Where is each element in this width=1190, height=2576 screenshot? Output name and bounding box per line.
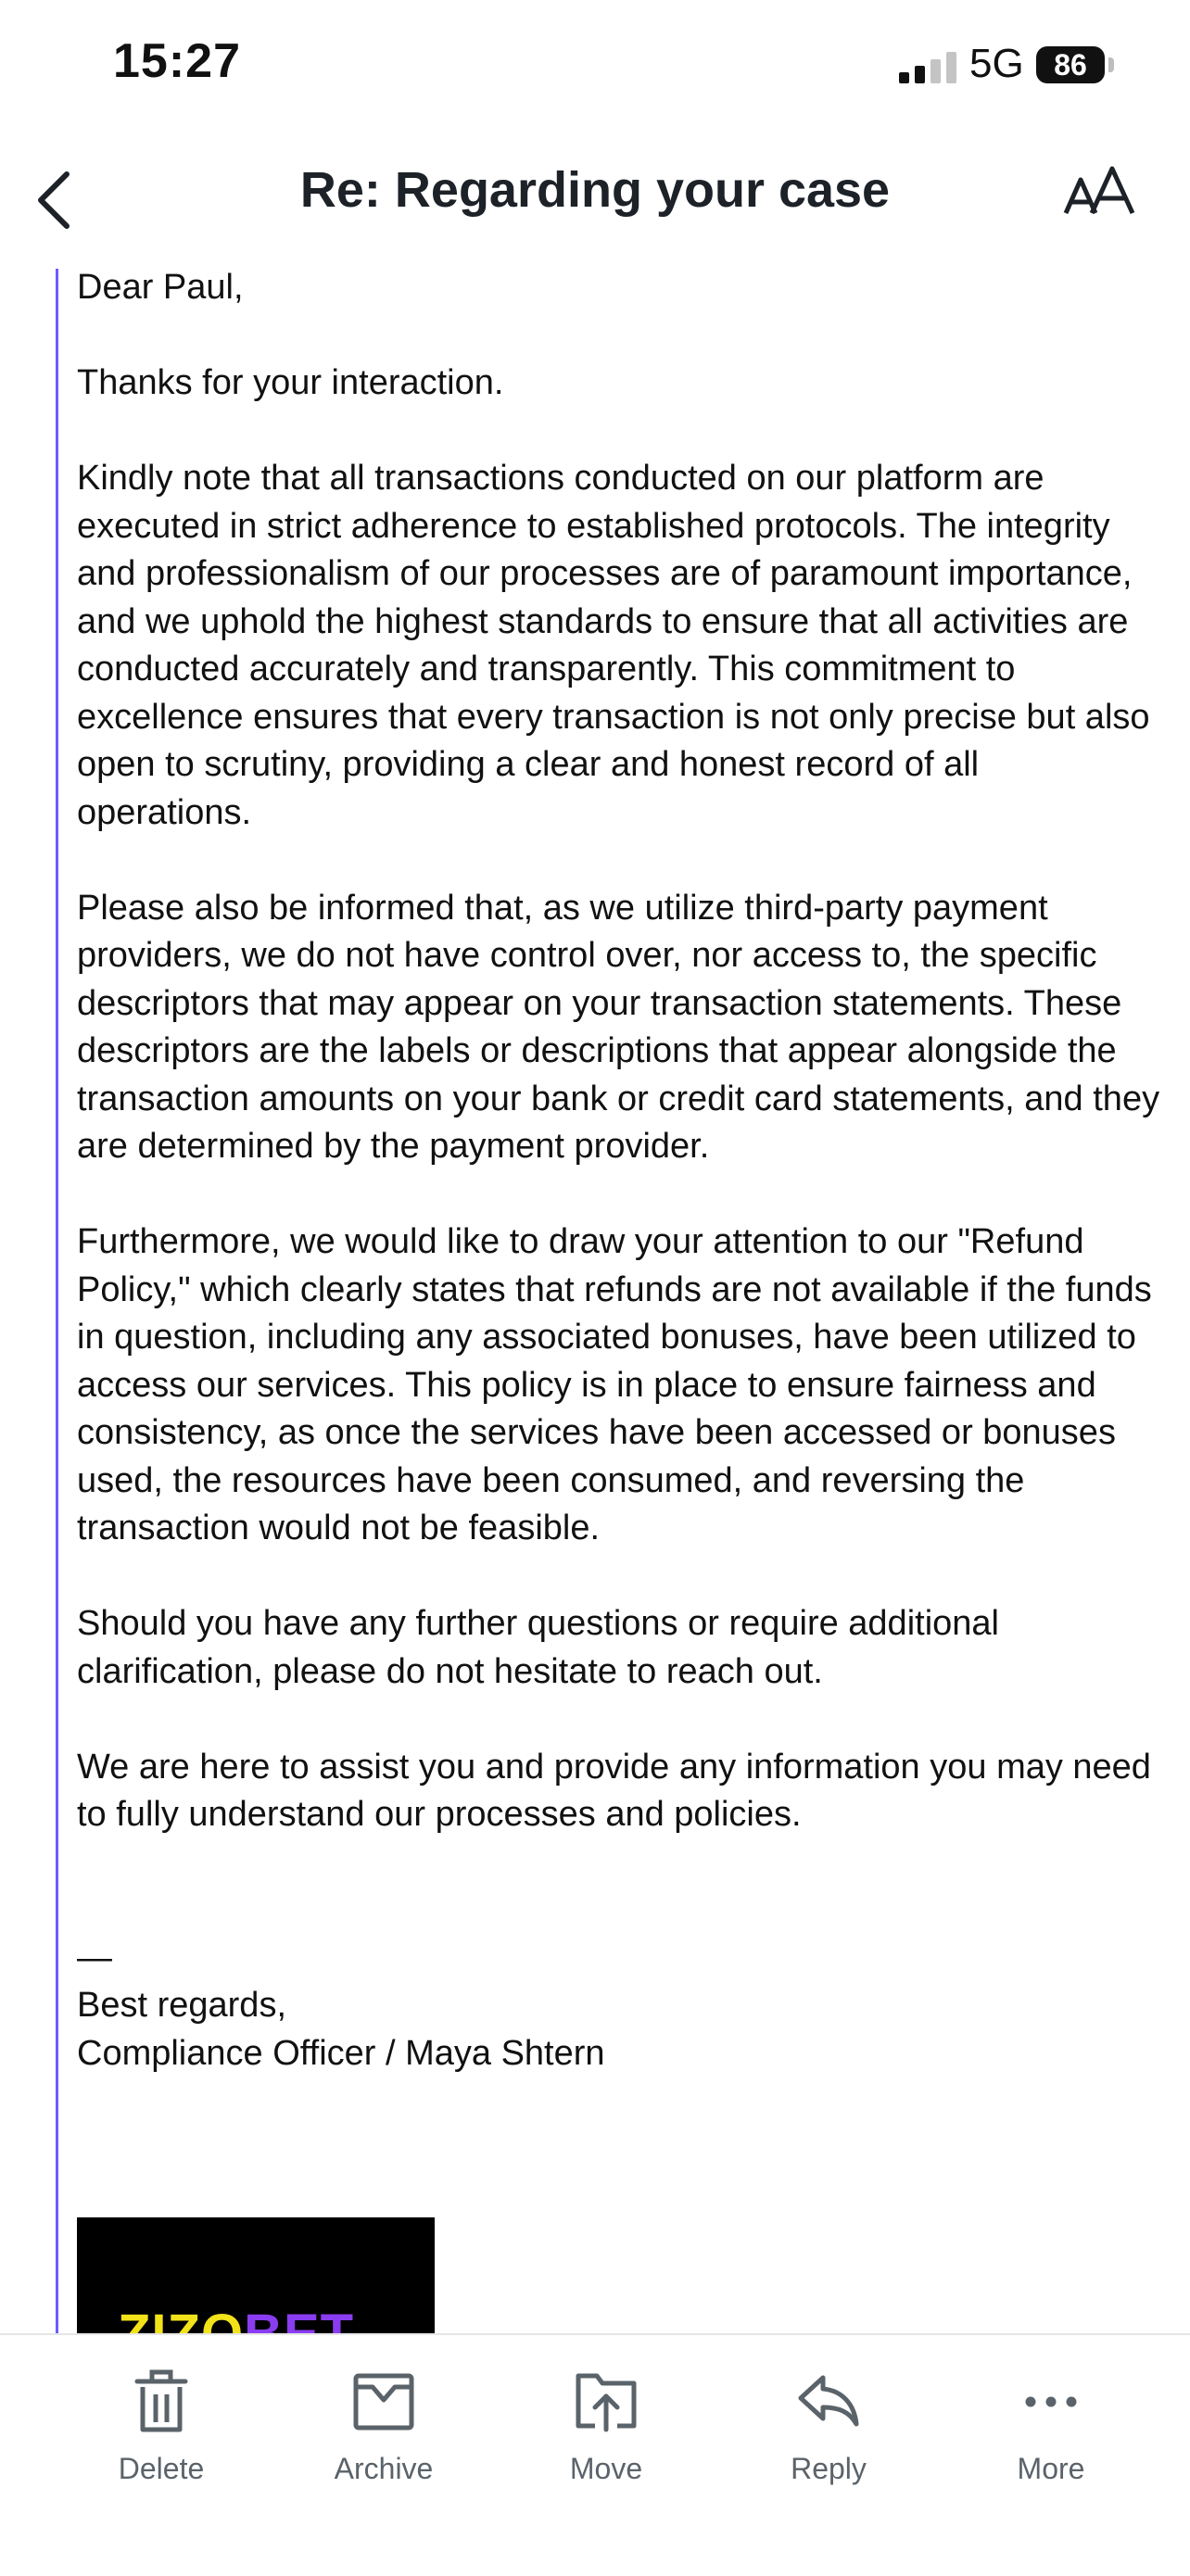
paragraph: Thanks for your interaction. (77, 363, 504, 402)
cellular-signal-icon (899, 52, 958, 83)
more-button[interactable] (968, 2368, 1134, 2486)
signature-sender: Compliance Officer / Maya Shtern (77, 2033, 605, 2073)
archive-icon (350, 2368, 417, 2435)
status-time: 15:27 (113, 34, 241, 88)
move-to-folder-icon (573, 2368, 639, 2435)
greeting: Dear Paul, (77, 268, 244, 307)
battery-icon: 86 (1036, 46, 1105, 83)
network-type: 5G (969, 41, 1024, 86)
delete-button[interactable] (78, 2368, 245, 2486)
message-text (77, 264, 1161, 2077)
chevron-left-icon (26, 158, 100, 232)
reply-button[interactable] (745, 2368, 912, 2486)
paragraph: Kindly note that all transactions conducted on our platform are executed in strict adherence to established protocols. The integrity and professionalism of our processes are of paramount importance, and we uphold the highest standards to ensure that all activities are conducted accurately and transparently. This commitment to excellence ensures that every transaction is not only precise but also open to scrutiny, providing a clear and honest record of all operations. (77, 459, 1150, 832)
archive-button[interactable] (300, 2368, 467, 2486)
more-label: More (1017, 2452, 1085, 2485)
message-body (0, 264, 1190, 2333)
paragraph: Should you have any further questions or require additional clarification, please do not hesitate to reach out. (77, 1604, 999, 1691)
signature-dash: — (77, 1938, 112, 1977)
more-dots-icon (1018, 2368, 1084, 2435)
message-subject: Re: Regarding your case (299, 162, 891, 218)
move-label: Move (569, 2452, 643, 2485)
reply-icon (795, 2368, 862, 2435)
quote-bar (56, 269, 58, 2400)
move-button[interactable] (523, 2368, 690, 2486)
trash-icon (128, 2368, 195, 2435)
paragraph: We are here to assist you and provide any information you may need to fully understand our processes and policies. (77, 1747, 1151, 1834)
company-logo (77, 2217, 435, 2347)
message-header (0, 139, 1190, 259)
text-size-icon (1064, 167, 1138, 222)
battery-tip (1108, 57, 1114, 72)
home-indicator (462, 2543, 728, 2554)
delete-label: Delete (118, 2452, 205, 2485)
text-size-button[interactable] (1064, 167, 1138, 222)
paragraph: Please also be informed that, as we utilize third-party payment providers, we do not have control over, nor access to, the specific descriptors that may appear on your transaction statements. These descriptors are the labels or descriptions that appear alongside the transaction amounts on your bank or credit card statements, and they are determined by the payment provider. (77, 888, 1160, 1166)
reply-label: Reply (791, 2452, 867, 2485)
status-bar (0, 0, 1190, 139)
signature-closing: Best regards, (77, 1986, 286, 2025)
paragraph: Furthermore, we would like to draw your attention to our "Refund Policy," which clearly states that refunds are not available if the funds in question, including any associated bonuses, have been utilized to access our services. This policy is in place to ensure fairness and consistency, as once the services have been accessed or bonuses used, the resources have been consumed, and reversing the transaction would not be feasible. (77, 1222, 1152, 1547)
archive-label: Archive (334, 2452, 434, 2485)
back-button[interactable] (26, 158, 100, 232)
bottom-toolbar (0, 2333, 1190, 2576)
